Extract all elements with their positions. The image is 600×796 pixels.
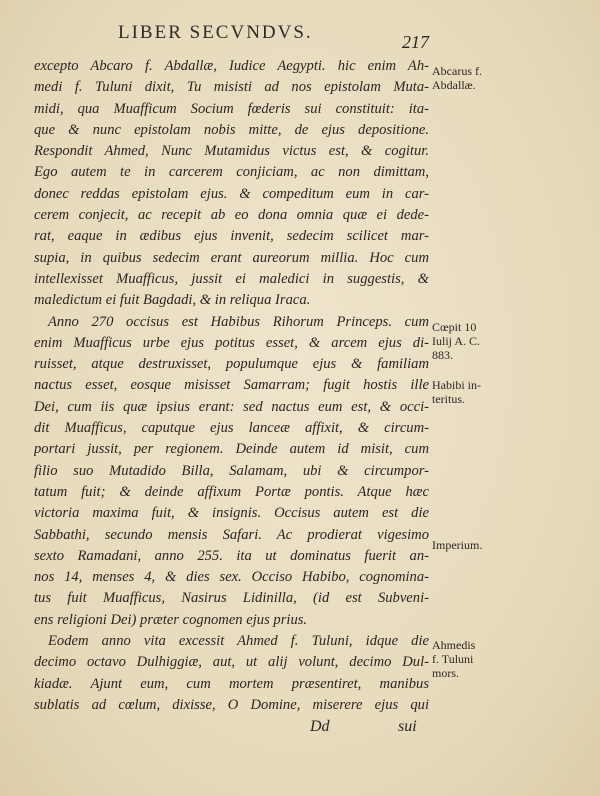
text-line: Eodem anno vita excessit Ahmed f. Tuluni, idque die xyxy=(48,633,429,650)
catchword: sui xyxy=(398,718,417,735)
text-line: Dei, cum iis quæ ipsius erant: sed nactus eum est, & occi- xyxy=(34,398,429,415)
margin-note-date: Cœpit 10 Iulij A. C. 883. xyxy=(432,320,481,362)
text-line: rat, eaque in ædibus ejus invenit, sedecim scilicet mar- xyxy=(34,228,429,245)
text-line: supia, in quibus sedecim erant aureorum millia. Hoc cum xyxy=(34,249,429,266)
text-line: Anno 270 occisus est Habibus Rihorum Princeps. cum xyxy=(48,313,429,330)
text-line: Respondit Ahmed, Nunc Mutamidus victus est, & cogitur. xyxy=(34,143,429,160)
text-line: sublatis ad cœlum, dixisse, O Domine, miserere ejus qui xyxy=(34,696,429,713)
margin-note-abcarus: Abcarus f. Abdallæ. xyxy=(432,64,482,92)
text-line: maledictum ei fuit Bagdadi, & in reliqua Iraca. xyxy=(34,292,311,309)
text-line: dit Muafficus, caputque ejus lanceæ affixit, & circum- xyxy=(34,420,429,437)
text-line: nos 14, menses 4, & dies sex. Occiso Habibo, cognomina- xyxy=(34,569,429,586)
text-line: ens religioni Dei) præter cognomen ejus prius. xyxy=(34,611,308,628)
text-line: tatum fuit; & deinde affixum Portæ pontis. Atque hæc xyxy=(34,483,429,500)
text-line: intellexisset Muafficus, jussit ei maledici in suggestis, & xyxy=(34,270,429,287)
text-line: tus fuit Muafficus, Nasirus Lidinilla, (id est Subveni- xyxy=(34,590,429,607)
text-line: kiadæ. Ajunt eum, cum mortem præsentiret, manibus xyxy=(34,675,429,692)
text-line: sexto Ramadani, anno 255. ita ut dominatus fuerit an- xyxy=(34,547,429,564)
margin-note-ahmedis: Ahmedis f. Tuluni mors. xyxy=(432,638,476,680)
text-line: cerem conjecit, ac recepit ab eo dona omnia quæ ei dede- xyxy=(34,207,429,224)
margin-note-habibi: Habibi in- teritus. xyxy=(432,378,481,406)
text-line: ruisset, atque destruxisset, populumque ejus & familiam xyxy=(34,356,429,373)
margin-note-imperium: Imperium. xyxy=(432,538,483,552)
text-line: portari jussit, per regionem. Deinde autem id misit, cum xyxy=(34,441,429,458)
text-line: decimo octavo Dulhiggiæ, aut, ut alij volunt, decimo Dul- xyxy=(34,654,429,671)
text-line: donec reddas epistolam ejus. & compeditum eum in car- xyxy=(34,185,429,202)
signature-mark: Dd xyxy=(310,718,330,735)
text-line: victoria maxima fuit, & insignis. Occisus autem est die xyxy=(34,505,429,522)
text-line: que & nunc epistolam nobis mitte, de ejus depositione. xyxy=(34,121,429,138)
text-line: nactus esset, eosque misisset Samarram; fugit hostis ille xyxy=(34,377,429,394)
page-number: 217 xyxy=(402,32,429,52)
text-line: enim Muafficus urbe ejus potitus esset, & arcem ejus di- xyxy=(34,334,429,351)
text-line: Ego autem te in carcerem conjiciam, ac non dimittam, xyxy=(34,164,429,181)
text-line: excepto Abcaro f. Abdallæ, Iudice Aegypti. hic enim Ah- xyxy=(34,58,429,74)
text-line: medi f. Tuluni dixit, Tu misisti ad nos epistolam Muta- xyxy=(34,79,429,96)
text-line: filio suo Mutadido Billa, Salamam, ubi & circumpor- xyxy=(34,462,429,479)
body-text xyxy=(34,56,429,716)
text-line: midi, qua Muafficum Socium fœderis sui constituit: ita- xyxy=(34,100,429,117)
running-title: LIBER SECVNDVS. xyxy=(118,22,313,43)
text-line: Sabbathi, secundo mensis Safari. Ac prodierat vigesimo xyxy=(34,526,429,543)
